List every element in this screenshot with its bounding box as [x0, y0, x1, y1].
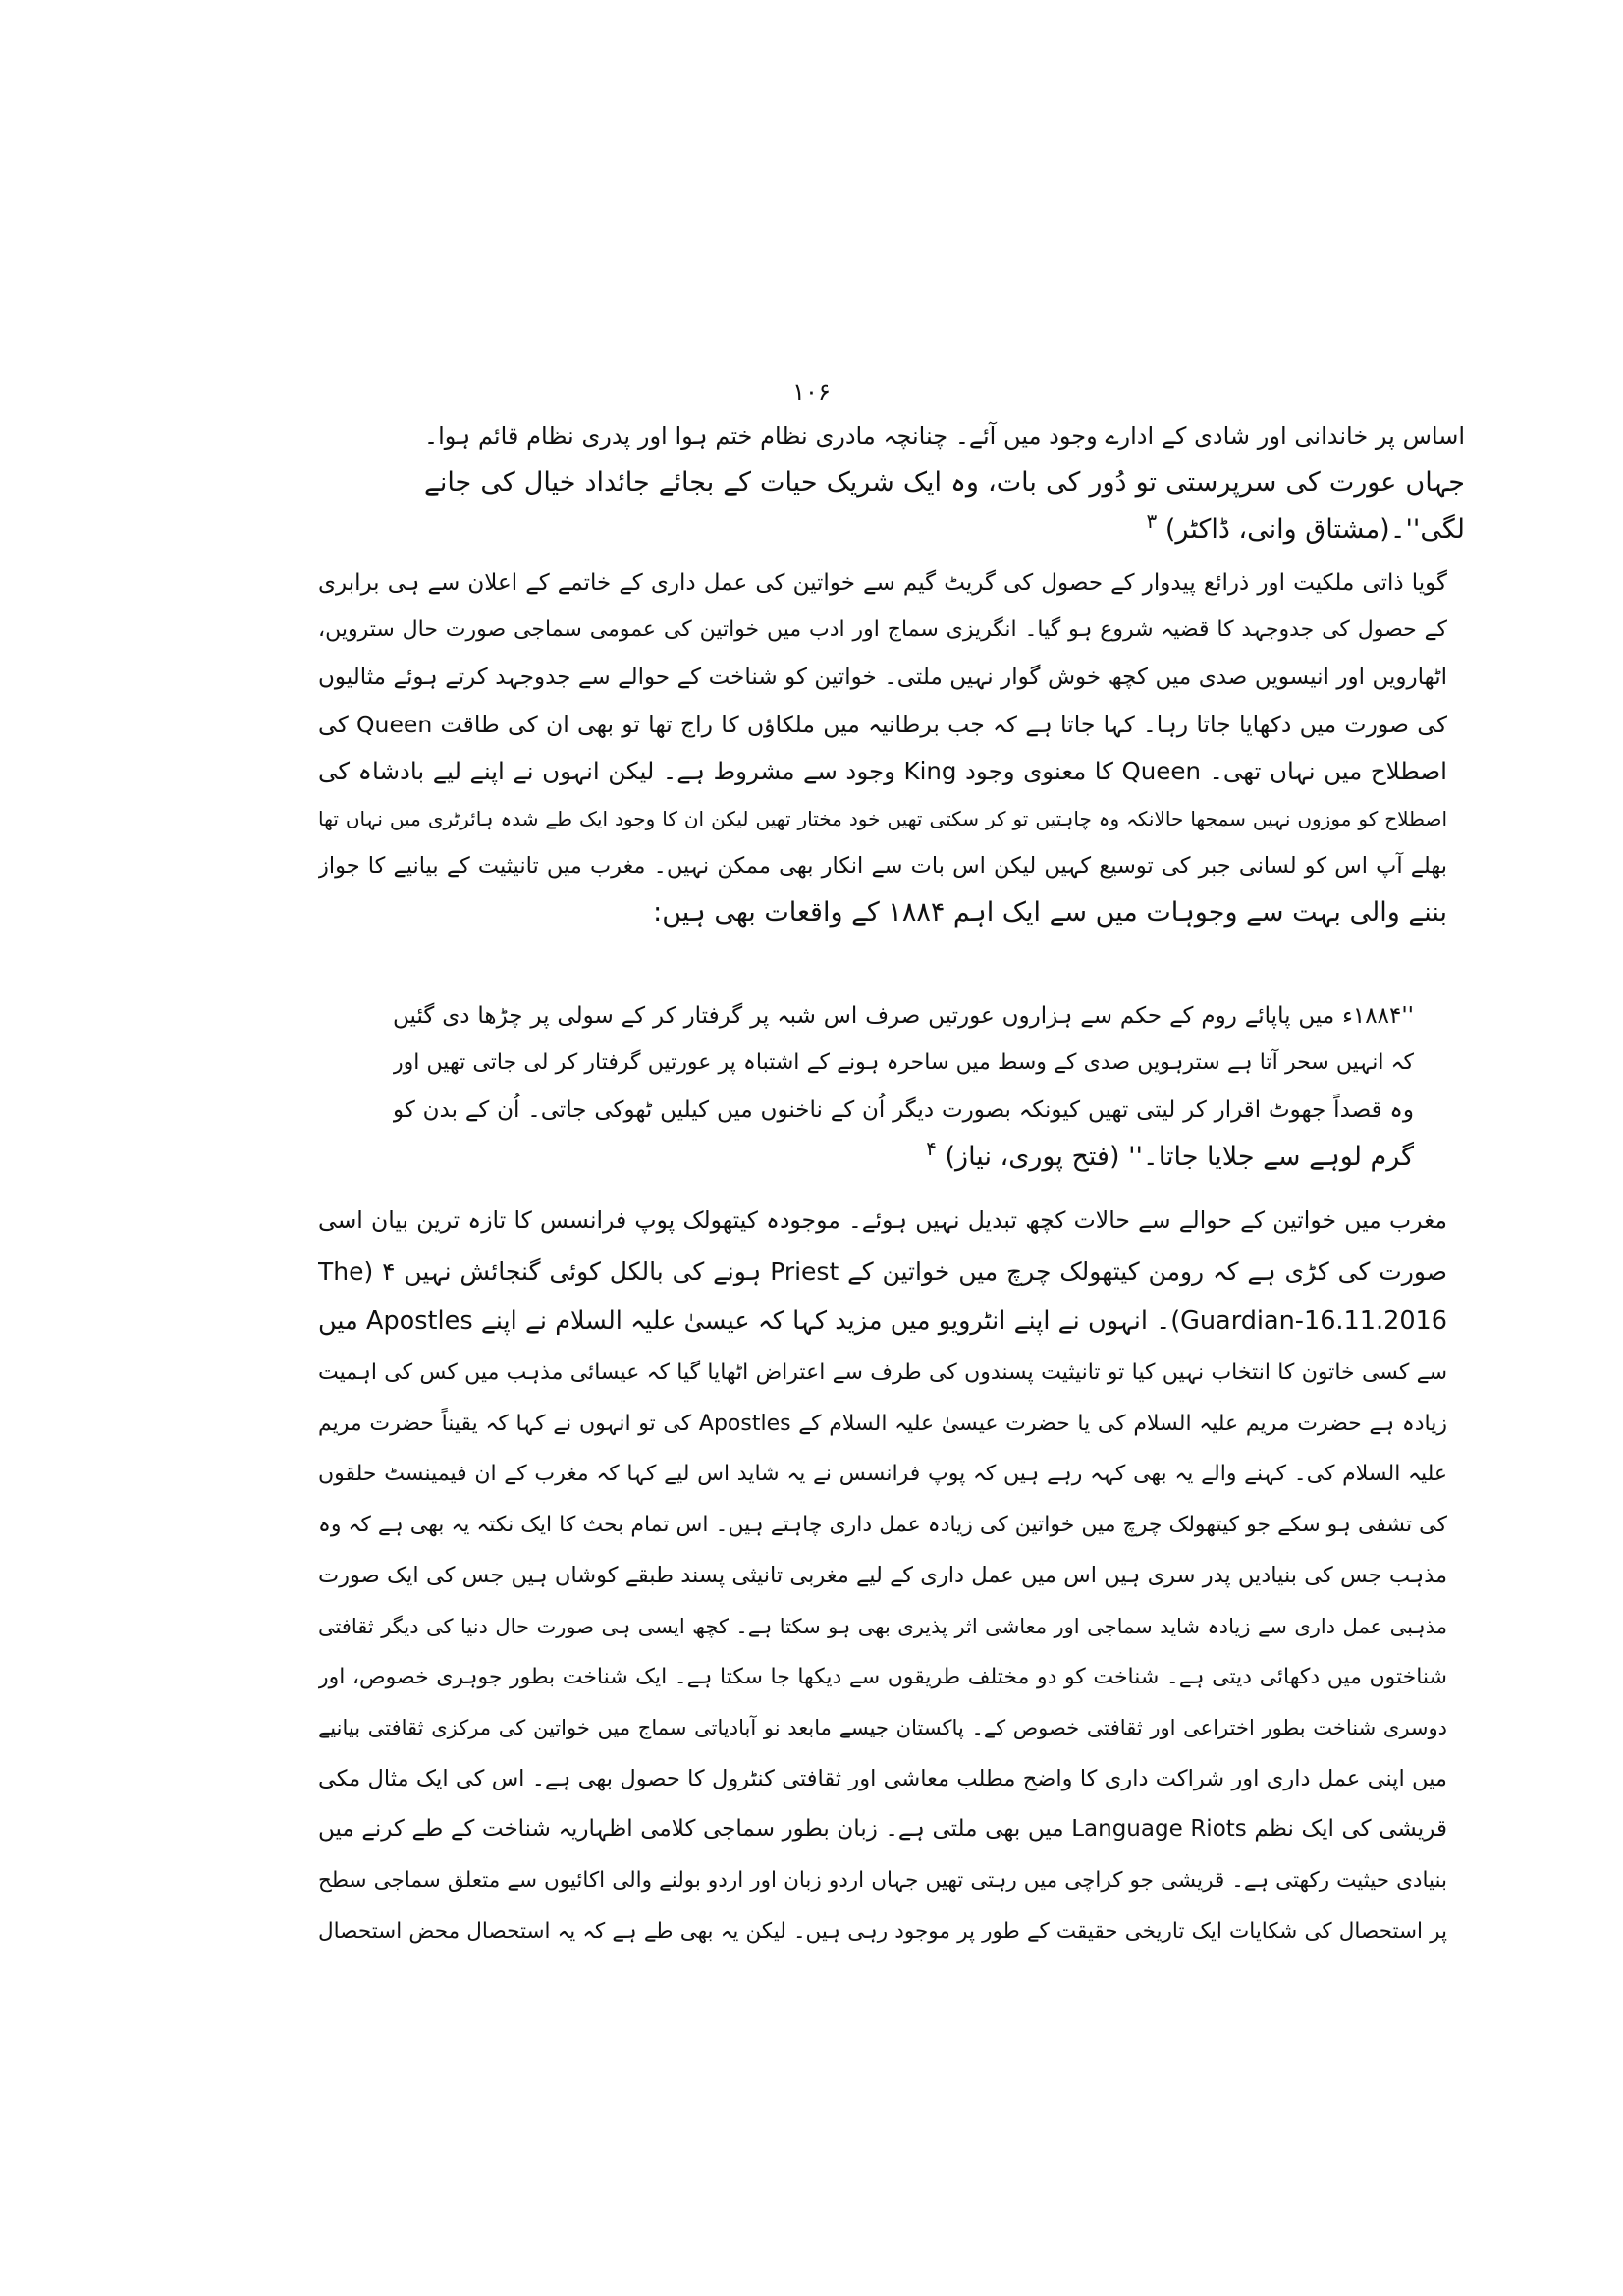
block-quote-1 — [424, 412, 1465, 554]
text-line: زیادہ ہے حضرت مریم علیہ السلام کی یا حضرت عیسیٰ علیہ السلام کے Apostles کی تو انہوں نے کہا کہ یقیناً حضرت مریم — [318, 1411, 1447, 1436]
text-line: مذہبی عمل داری سے زیادہ شاید سماجی اور معاشی اثر پذیری بھی ہو سکتا ہے۔ کچھ ایسی ہی صورت حال دنیا کی دیگر ثقافتی — [318, 1614, 1447, 1638]
text-line: علیہ السلام کی۔ کہنے والے یہ بھی کہہ رہے ہیں کہ پوپ فرانسس نے یہ شاید اس لیے کہا کہ مغرب کے ان فیمینسٹ حلقوں — [318, 1462, 1447, 1487]
text-line: سے کسی خاتون کا انتخاب نہیں کیا تو تانیثیت پسندوں کی طرف سے اعتراض اٹھایا گیا کہ عیسائی مذہب میں کس کی اہمیت — [318, 1361, 1447, 1386]
paragraph-1 — [318, 560, 1447, 936]
text-line: شناختوں میں دکھائی دیتی ہے۔ شناخت کو دو مختلف طریقوں سے دیکھا جا سکتا ہے۔ ایک شناخت بطور جوہری خصوص، اور — [318, 1665, 1447, 1690]
text-line: Guardian-16.11.2016)۔ انہوں نے اپنے انٹرویو میں مزید کہا کہ عیسیٰ علیہ السلام نے اپنے Apostles میں — [318, 1307, 1447, 1337]
text-line: کے حصول کی جدوجہد کا قضیہ شروع ہو گیا۔ انگریزی سماج اور ادب میں خواتین کی عمومی سماجی صورت حال سترویں، — [318, 617, 1447, 642]
footnote-marker: ۴ — [926, 1137, 937, 1160]
text-line: گویا ذاتی ملکیت اور ذرائع پیدوار کے حصول کی گریٹ گیم سے خواتین کی عمل داری کے خاتمے کے اعلان سے ہی برابری — [318, 570, 1447, 596]
text-line-last — [393, 1134, 1414, 1181]
text-line: اساس پر خاندانی اور شادی کے ادارے وجود میں آئے۔ چنانچہ مادری نظام ختم ہوا اور پدری نظام قائم ہوا۔ — [424, 422, 1465, 450]
text-line: اصطلاح کو موزوں نہیں سمجھا حالانکہ وہ چاہتیں تو کر سکتی تھیں خود مختار تھیں لیکن ان کا وجود ایک طے شدہ ہائرٹری میں نہاں تھا — [318, 807, 1447, 830]
text-line: ''۱۸۸۴ء میں پاپائے روم کے حکم سے ہزاروں عورتیں صرف اس شبہ پر گرفتار کر کے سولی پر چڑھا دی گئیں — [393, 1003, 1414, 1029]
text-line: مذہب جس کی بنیادیں پدر سری ہیں اس میں عمل داری کے لیے مغربی تانیثی پسند طبقے کوشاں ہیں جس کی ایک صورت — [318, 1562, 1447, 1588]
text-line: بھلے آپ اس کو لسانی جبر کی توسیع کہیں لیکن اس بات سے انکار بھی ممکن نہیں۔ مغرب میں تانیثیت کے بیانیے کا جواز — [318, 853, 1447, 879]
block-quote-2 — [393, 992, 1414, 1181]
text-line: اٹھارویں اور انیسویں صدی میں کچھ خوش گوار نہیں ملتی۔ خواتین کو شناخت کے حوالے سے جدوجہد کرتے ہوئے مثالیوں — [318, 665, 1447, 690]
text-line: بنیادی حیثیت رکھتی ہے۔ قریشی جو کراچی میں رہتی تھیں جہاں اردو زبان اور اردو بولنے والی اکائیوں سے متعلق سماجی سطح — [318, 1867, 1447, 1893]
text-line: وہ قصداً جھوٹ اقرار کر لیتی تھیں کیونکہ بصورت دیگر اُن کے ناخنوں میں کیلیں ٹھوکی جاتی۔ اُن کے بدن کو — [393, 1097, 1414, 1123]
text-line: قریشی کی ایک نظم Language Riots میں بھی ملتی ہے۔ زبان بطور سماجی کلامی اظہاریہ شناخت کے طے کرنے میں — [318, 1816, 1447, 1842]
text-line: صورت کی کڑی ہے کہ رومن کیتھولک چرچ میں خواتین کے Priest ہونے کی بالکل کوئی گنجائش نہیں ۴ (The — [318, 1256, 1447, 1286]
quote-text: گرم لوہے سے جلایا جاتا۔'' (فتح پوری، نیاز) — [945, 1142, 1414, 1172]
text-line-last: بننے والی بہت سے وجوہات میں سے ایک اہم ۱۸۸۴ کے واقعات بھی ہیں: — [653, 897, 1447, 928]
paragraph-2 — [318, 1196, 1447, 1956]
text-line: کی تشفی ہو سکے جو کیتھولک چرچ میں خواتین کی زیادہ عمل داری چاہتے ہیں۔ اس تمام بحث کا ایک نکتہ یہ بھی ہے کہ وہ — [318, 1513, 1447, 1538]
text-line: کہ انہیں سحر آتا ہے سترہویں صدی کے وسط میں ساحرہ ہونے کے اشتباہ پر عورتیں گرفتار کر لی جاتی تھیں اور — [393, 1050, 1414, 1075]
text-line: میں اپنی عمل داری اور شراکت داری کا واضح مطلب معاشی اور ثقافتی کنٹرول کا حصول بھی ہے۔ اس کی ایک مثال مکی — [318, 1765, 1447, 1791]
quote-text: لگی''۔(مشتاق وانی، ڈاکٹر) — [1164, 514, 1465, 545]
text-line: جہاں عورت کی سرپرستی تو دُور کی بات، وہ ایک شریک حیات کے بجائے جائداد خیال کی جانے — [424, 467, 1465, 498]
page-number: ۱۰۶ — [792, 378, 831, 405]
footnote-marker: ۳ — [1146, 509, 1158, 533]
text-line: اصطلاح میں نہاں تھی۔ Queen کا معنوی وجود King وجود سے مشروط ہے۔ لیکن انہوں نے اپنے لیے بادشاہ کی — [318, 757, 1447, 785]
text-line: کی صورت میں دکھایا جاتا رہا۔ کہا جاتا ہے کہ جب برطانیہ میں ملکاؤں کا راج تھا تو بھی ان کی طاقت Queen کی — [318, 711, 1447, 738]
text-line-last — [424, 507, 1465, 554]
text-line: پر استحصال کی شکایات ایک تاریخی حقیقت کے طور پر موجود رہی ہیں۔ لیکن یہ بھی طے ہے کہ یہ استحصال محض استحصال — [318, 1918, 1447, 1944]
text-line: دوسری شناخت بطور اختراعی اور ثقافتی خصوص کے۔ پاکستان جیسے مابعد نو آبادیاتی سماج میں خواتین کی مرکزی ثقافتی بیانیے — [318, 1715, 1447, 1739]
text-line: مغرب میں خواتین کے حوالے سے حالات کچھ تبدیل نہیں ہوئے۔ موجودہ کیتھولک پوپ فرانسس کا تازہ ترین بیان اسی — [318, 1206, 1447, 1234]
